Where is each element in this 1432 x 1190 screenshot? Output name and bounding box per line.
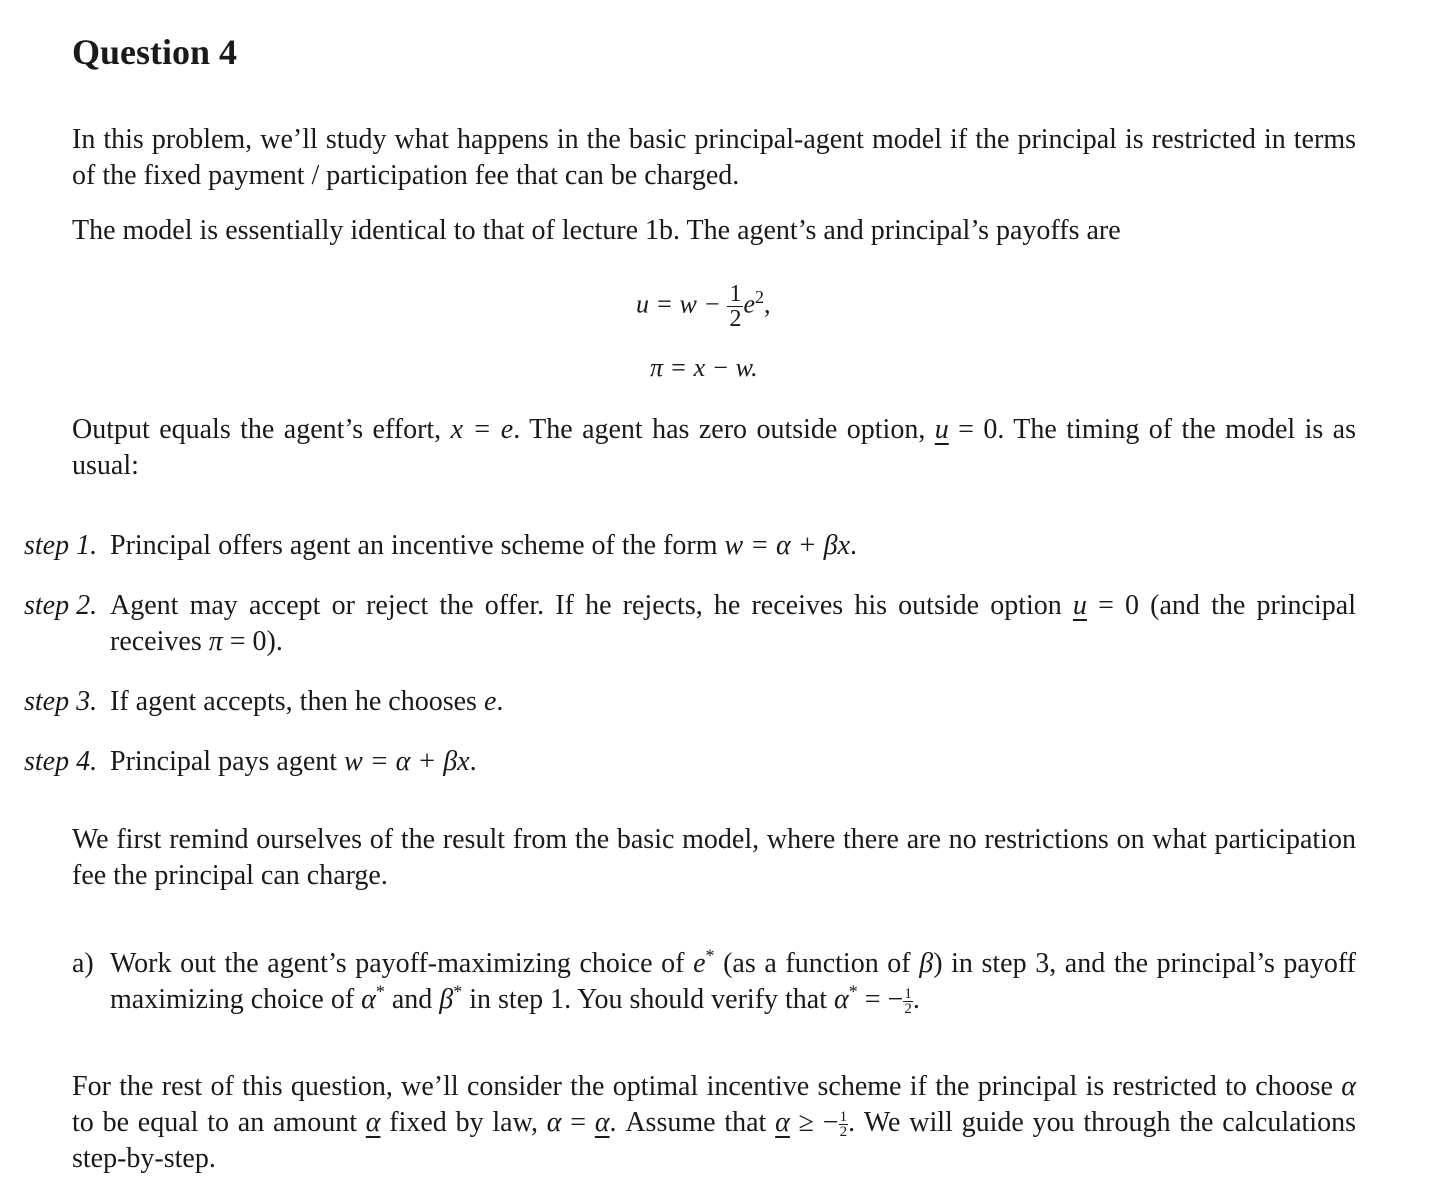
step-4 [24,744,1356,780]
eq1-e: e [743,289,755,319]
eq1-comma: , [763,289,771,319]
step-label: step 3. [24,686,98,717]
sfrac-den: 2 [839,1124,848,1141]
half-small-fraction [903,987,913,1016]
step-2 [24,588,1356,657]
remind-paragraph: We first remind ourselves of the result from the basic model, where there are no restrictions on what participation fee the principal can charge. [72,824,1356,891]
eq1-exp: 2 [754,286,764,307]
intro-paragraph: In this problem, we’ll study what happens in the basic principal-agent model if the principal is restricted in terms of the fixed payment / participation fee that can be charged. [72,124,1356,191]
sfrac-den: 2 [904,1001,912,1018]
final-text-5: . Assume that [609,1107,776,1138]
final-text-6: ≥ − [789,1107,839,1138]
output-text-3: = 0. The timing of the model is as usual: [72,414,1357,481]
model-paragraph: The model is essentially identical to that of lecture 1b. The agent’s and principal’s payoffs are [72,215,1121,246]
item-text-4: and [384,984,440,1015]
step-text-2: . [850,530,858,561]
item-text [110,946,1356,1018]
step-text [110,744,1356,780]
step-text-1: Agent may accept or reject the offer. If he rejects, he receives his outside option [110,590,1073,621]
item-sup-1: * [705,945,715,966]
eq1-lhs: u = w − [636,289,721,319]
final-text-7: . We will guide you through the calculations step-by-step. [72,1107,1356,1174]
item-text-6: = − [857,984,904,1015]
item-sup-5: * [848,981,858,1002]
frac-den: 2 [729,306,742,332]
output-text-1: Output equals the agent’s effort, [72,414,451,445]
step-text-1: Principal offers agent an incentive scheme of the form [110,530,725,561]
half-small-fraction [839,1110,849,1139]
final-math-1: α [1341,1071,1356,1102]
item-math-5: α [834,984,849,1015]
step-text-1: Principal pays agent [110,746,345,777]
step-text [110,588,1356,660]
item-text-2: (as a function of [714,948,920,979]
step-text [110,684,1356,720]
frac-num: 1 [729,281,742,307]
output-text-2: . The agent has zero outside option, [513,414,935,445]
final-text-2: to be equal to an amount [72,1107,366,1138]
step-text-2: . [496,686,504,717]
item-sup-4: * [453,981,463,1002]
step-math-1: u [1072,590,1087,621]
final-math-3: α [546,1107,562,1138]
final-math-2: α [365,1107,381,1138]
step-label: step 2. [24,590,98,621]
final-text-4: = [561,1107,595,1138]
step-math-1: e [483,686,497,717]
final-math-5: α [775,1107,790,1138]
item-text-1: Work out the agent’s payoff-maximizing choice of [110,948,694,979]
item-text-7: . [912,984,920,1015]
item-text-3: ) in step 3, and the principal’s payoff maximizing choice of [110,948,1357,1015]
step-math-1: w = α + βx [724,530,851,561]
item-label: a) [72,948,94,979]
step-1 [24,528,1356,564]
agent-payoff-equation [636,282,770,331]
output-math-1: x = e [450,414,514,445]
step-text-3: = 0). [222,626,283,657]
final-text-3: fixed by law, [380,1107,547,1138]
step-text-2: = 0 (and the principal receives [110,590,1356,657]
item-math-4: β [439,984,454,1015]
final-math-4: α [594,1107,610,1138]
item-math-1: e [693,948,706,979]
page-title: Question 4 [72,32,238,72]
output-paragraph [72,412,1356,484]
sfrac-num: 1 [839,1109,848,1126]
sfrac-num: 1 [904,986,912,1003]
principal-payoff-equation: π = x − w. [650,353,758,382]
item-math-2: β [919,948,934,979]
step-math-1: w = α + βx [344,746,470,777]
step-label: step 4. [24,746,98,777]
item-math-3: α [361,984,376,1015]
step-text-1: If agent accepts, then he chooses [110,686,484,717]
step-label: step 1. [24,530,98,561]
step-3 [24,684,1356,720]
final-text-1: For the rest of this question, we’ll consider the optimal incentive scheme if the principal is restricted to choose [72,1071,1342,1102]
output-math-2: u [934,414,949,445]
step-text [110,528,1356,564]
step-math-2: π [208,626,223,657]
half-fraction [727,282,743,331]
step-text-2: . [469,746,477,777]
item-text-5: in step 1. You should verify that [462,984,835,1015]
item-sup-3: * [375,981,385,1002]
final-paragraph [72,1069,1356,1177]
